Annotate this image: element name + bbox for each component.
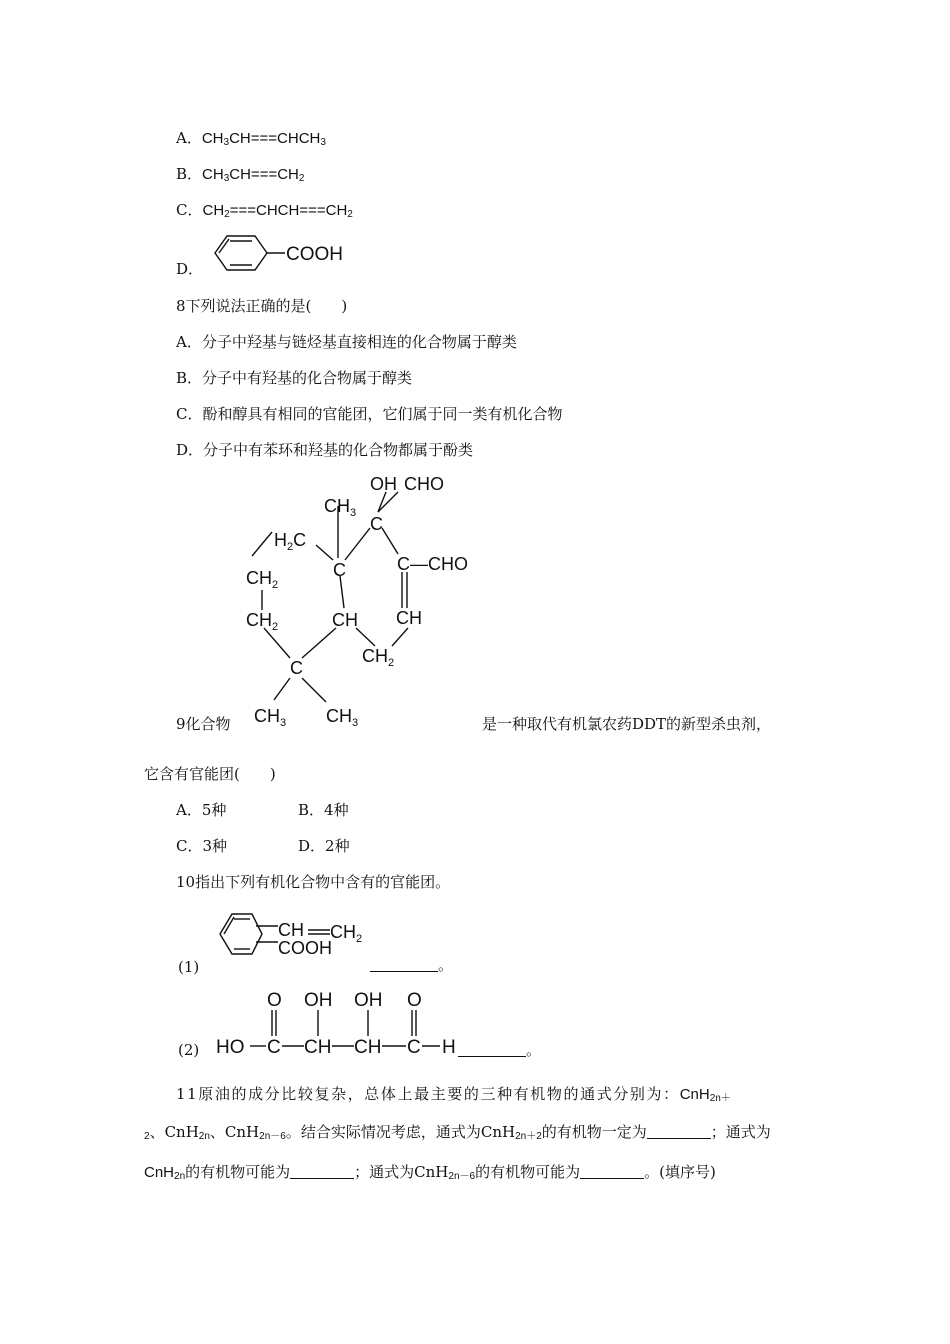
q11-line3: [144, 1162, 716, 1187]
svg-text:CH2: [362, 646, 394, 669]
carbon-atom: C: [407, 1037, 421, 1058]
cooh-group: COOH: [278, 938, 332, 958]
formula-subscript: 3: [223, 137, 230, 148]
q9-option-b: B．4种: [298, 801, 349, 819]
formula-subscript: 2n＋: [709, 1093, 731, 1104]
formula-part: CnH: [144, 1164, 175, 1181]
formula-part: CH===CHCH: [229, 130, 321, 147]
q11-text: 的有机物可能为: [475, 1163, 581, 1181]
svg-text:CH2: [330, 922, 362, 945]
svg-text:CH2: [246, 610, 278, 633]
formula-part: CH: [201, 130, 224, 147]
q11-line2: [144, 1122, 771, 1147]
q9-stem-suffix: 是一种取代有机氯农药DDT的新型杀虫剂，: [482, 715, 772, 733]
q9-option-d: D．2种: [298, 837, 350, 855]
q7-option-c: [176, 200, 353, 225]
subscript: 2: [272, 621, 279, 633]
q8-option-d: D．分子中有苯环和羟基的化合物都属于酚类: [176, 441, 474, 459]
ho-group: HO: [216, 1037, 245, 1058]
option-label: C．: [176, 201, 203, 219]
ch3-group: CH: [324, 496, 350, 516]
formula-part: CH: [202, 166, 224, 183]
formula-subscript: 2n－6: [259, 1131, 286, 1142]
option-label: A．: [176, 129, 202, 147]
formula-subscript: 2n＋2: [515, 1131, 542, 1142]
cho-group: —CHO: [410, 554, 468, 574]
carbon-atom: C: [397, 554, 410, 574]
subscript: 3: [352, 717, 359, 729]
formula-subscript: 2n－6: [448, 1171, 476, 1182]
oh-group: OH: [304, 990, 333, 1011]
formula-subscript: 2n: [174, 1171, 186, 1182]
q8-option-c: C．酚和醇具有相同的官能团，它们属于同一类有机化合物: [176, 405, 563, 423]
formula-part: ===CHCH===CH: [229, 202, 348, 219]
q11-text: ；通式为CnH: [354, 1163, 449, 1181]
subscript: 3: [280, 717, 287, 729]
q8-stem: 8下列说法正确的是( ): [176, 297, 348, 315]
answer-blank[interactable]: [370, 956, 438, 972]
formula-subscript: 2: [298, 173, 305, 184]
svg-text:H2C: [274, 530, 306, 553]
option-label: B．: [176, 165, 203, 183]
ch-group: CH: [396, 608, 422, 628]
q10-item2-answer-line: [458, 1040, 541, 1060]
oh-group: OH: [354, 990, 383, 1011]
formula-part: CnH: [679, 1086, 710, 1103]
ch2-group: CH: [246, 610, 272, 630]
subscript: 2: [356, 933, 363, 945]
q11-line1: [176, 1084, 731, 1109]
answer-blank[interactable]: [458, 1041, 526, 1057]
q10-structure-1: [212, 906, 382, 970]
q9-stem-prefix: 9化合物: [176, 715, 231, 733]
subscript: 2: [287, 541, 294, 553]
answer-blank[interactable]: [580, 1163, 644, 1179]
quaternary-carbon: C: [290, 658, 303, 678]
q9-option-a: A．5种: [176, 801, 227, 819]
cho-group: CHO: [404, 474, 444, 494]
formula-part: CH: [202, 202, 225, 219]
formula-subscript: 3: [320, 137, 326, 148]
h2c-group: H: [274, 530, 287, 550]
formula-subscript: 2: [224, 209, 230, 220]
q8-option-a: A．分子中羟基与链烃基直接相连的化合物属于醇类: [176, 333, 517, 351]
period: 。: [438, 956, 454, 974]
svg-text:CH3: [254, 706, 286, 729]
q7-option-b: [176, 164, 304, 189]
subscript: 3: [350, 507, 357, 519]
period: 。: [526, 1041, 542, 1059]
quaternary-carbon: C: [333, 560, 346, 580]
carbon-atom: C: [267, 1037, 281, 1058]
q7-option-a: [176, 128, 326, 153]
carbon-atom: C: [293, 530, 307, 550]
formula-subscript: 2n: [198, 1131, 210, 1142]
q10-item1-label: (1): [178, 958, 200, 976]
subscript: 2: [272, 579, 279, 591]
q10-item1-answer-line: [370, 955, 453, 975]
formula-subscript: 3: [223, 173, 230, 184]
cooh-group: COOH: [286, 244, 343, 265]
q11-text: 。结合实际情况考虑，通式为CnH: [285, 1123, 516, 1141]
carbon-atom: C: [370, 514, 383, 534]
benzene-ring: [220, 914, 262, 954]
vinyl-ch: CH: [278, 920, 304, 940]
formula-part: CH===CH: [229, 166, 299, 183]
formula-subscript: 2: [347, 209, 353, 220]
q9-stem-line2: 它含有官能团( ): [144, 765, 276, 783]
formula-part: 、CnH: [209, 1123, 260, 1141]
ch-group: CH: [304, 1037, 332, 1058]
q11-text: ；通式为: [710, 1123, 771, 1141]
formula-part: 、CnH: [149, 1123, 199, 1141]
benzoic-acid-structure: [205, 230, 365, 276]
vinyl-ch2: CH: [330, 922, 356, 942]
oxygen-atom: O: [267, 990, 282, 1011]
oxygen-atom: O: [407, 990, 422, 1011]
q11-text: 11原油的成分比较复杂，总体上最主要的三种有机物的通式分别为：: [176, 1085, 680, 1103]
ch3-group: CH: [326, 706, 352, 726]
ch2-group: CH: [246, 568, 272, 588]
subscript: 2: [388, 657, 395, 669]
q9-option-c: C．3种: [176, 837, 228, 855]
q11-text: 的有机物可能为: [185, 1163, 291, 1181]
svg-text:CH2: [246, 568, 278, 591]
answer-blank[interactable]: [290, 1163, 354, 1179]
ch-group: CH: [354, 1037, 382, 1058]
q9-compound-structure: [230, 468, 490, 738]
svg-text:CH3: [326, 706, 358, 729]
q10-stem: 10指出下列有机化合物中含有的官能团。: [176, 873, 451, 891]
formula-subscript: 2: [144, 1131, 150, 1142]
answer-blank[interactable]: [647, 1123, 711, 1139]
ch2-group: CH: [362, 646, 388, 666]
hydrogen-atom: H: [442, 1037, 456, 1058]
ch-group: CH: [332, 610, 358, 630]
q7-option-d-label: D．: [176, 260, 204, 278]
oh-group: OH: [370, 474, 397, 494]
svg-text:CH3: [324, 496, 356, 519]
q8-option-b: B．分子中有羟基的化合物属于醇类: [176, 369, 413, 387]
q11-text: 。(填序号): [644, 1163, 716, 1181]
q10-item2-label: (2): [178, 1041, 200, 1059]
ch3-group: CH: [254, 706, 280, 726]
q11-text: 的有机物一定为: [541, 1123, 647, 1141]
